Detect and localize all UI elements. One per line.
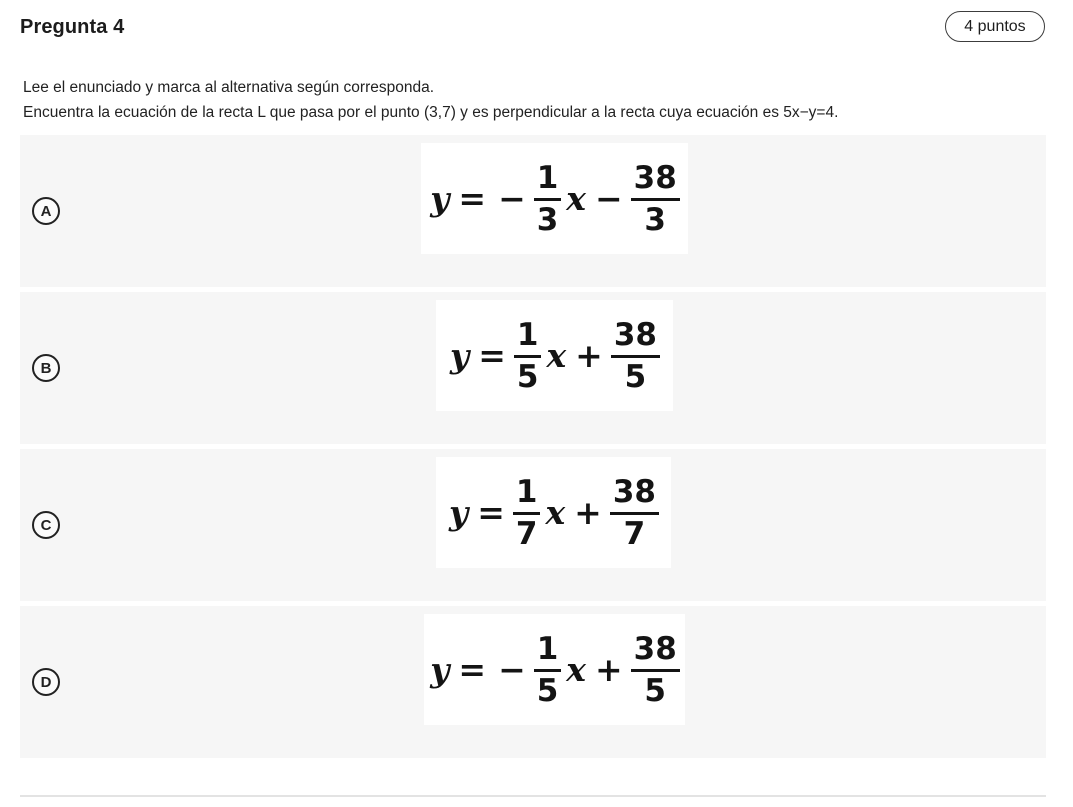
fraction-numerator: 1 <box>536 630 559 667</box>
formula-slope-fraction <box>534 632 562 708</box>
fraction-denominator: 7 <box>515 515 538 552</box>
formula-sign: + <box>574 493 602 532</box>
formula-sign: + <box>575 336 603 375</box>
formula-slope-fraction <box>534 161 562 237</box>
question-title: Pregunta 4 <box>20 16 125 38</box>
formula-slope-fraction <box>514 318 542 394</box>
option-d-formula <box>424 614 685 725</box>
fraction-numerator: 38 <box>613 316 657 353</box>
formula-sign: − <box>594 179 623 218</box>
formula-equals: = <box>458 650 487 689</box>
fraction-denominator: 5 <box>644 672 666 709</box>
fraction-denominator: 3 <box>536 201 559 238</box>
formula-equals: = <box>477 493 505 532</box>
formula-variable: x <box>545 493 566 532</box>
fraction-denominator: 5 <box>536 672 559 709</box>
instruction-text: Lee el enunciado y marca al alternativa según corresponda. <box>23 79 435 96</box>
formula-intercept-fraction <box>611 318 660 394</box>
formula-intercept-fraction <box>631 161 680 237</box>
formula-variable: x <box>566 179 586 218</box>
fraction-denominator: 5 <box>624 358 647 395</box>
option-c-formula <box>436 457 671 568</box>
formula-sign: − <box>498 179 526 218</box>
formula-sign: + <box>594 650 623 689</box>
points-badge: 4 puntos <box>945 11 1045 42</box>
formula-lhs: y <box>449 493 469 532</box>
option-d[interactable] <box>20 606 1046 758</box>
formula-sign: − <box>498 650 526 689</box>
option-c-radio[interactable]: C <box>32 511 60 539</box>
fraction-denominator: 5 <box>516 358 539 395</box>
formula-intercept-fraction <box>631 632 680 708</box>
formula-variable: x <box>546 336 567 375</box>
option-a-radio[interactable]: A <box>32 197 60 225</box>
fraction-numerator: 1 <box>515 473 538 510</box>
formula-slope-fraction <box>513 475 541 551</box>
fraction-numerator: 38 <box>633 630 677 667</box>
option-c[interactable] <box>20 449 1046 601</box>
formula-lhs: y <box>430 650 450 689</box>
option-b-radio[interactable]: B <box>32 354 60 382</box>
formula-variable: x <box>566 650 586 689</box>
option-a[interactable] <box>20 135 1046 287</box>
formula-equals: = <box>458 179 487 218</box>
fraction-numerator: 1 <box>516 316 539 353</box>
formula-lhs: y <box>450 336 470 375</box>
question-text <box>23 76 838 125</box>
option-b-formula <box>436 300 673 411</box>
option-b[interactable] <box>20 292 1046 444</box>
option-a-formula <box>421 143 688 254</box>
fraction-numerator: 38 <box>633 159 677 196</box>
fraction-numerator: 1 <box>536 159 559 196</box>
statement-text: Encuentra la ecuación de la recta L que pasa por el punto (3,7) y es perpendicular a la recta cuya ecuación es 5x−y=4. <box>23 103 839 121</box>
formula-intercept-fraction <box>610 475 659 551</box>
fraction-denominator: 7 <box>623 515 646 552</box>
fraction-numerator: 38 <box>612 473 656 510</box>
fraction-denominator: 3 <box>644 201 666 238</box>
formula-lhs: y <box>430 179 450 218</box>
divider <box>20 795 1046 797</box>
option-d-radio[interactable]: D <box>32 668 60 696</box>
formula-equals: = <box>478 336 506 375</box>
